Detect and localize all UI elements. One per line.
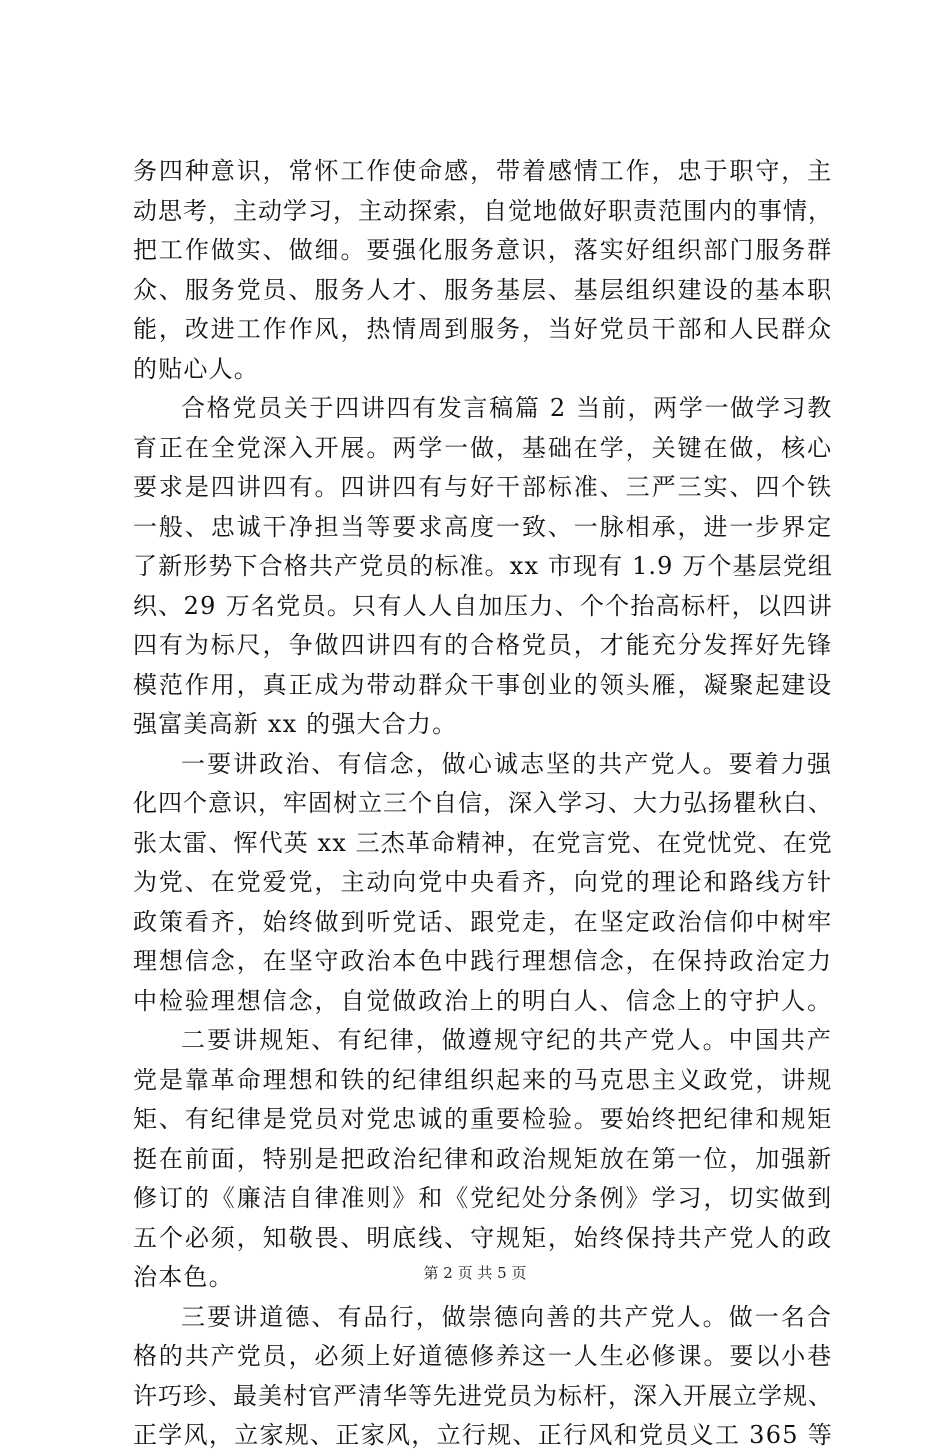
text-line: 治本色。 [133,1263,234,1291]
page-footer: 第 2 页 共 5 页 [423,1264,527,1282]
paragraph-first-line: 三要讲道德、有品行，做崇德向善的共产党人。做一名合 [181,1302,833,1331]
paragraph-first-line: 合格党员关于四讲四有发言稿篇 2 当前，两学一做学习教 [181,394,833,422]
text-line: 四有为标尺，争做四讲四有的合格党员，才能充分发挥好先锋 [133,631,834,659]
text-line: 把工作做实、做细。要强化服务意识，落实好组织部门服务群 [133,236,834,264]
text-line: 强富美高新 xx 的强大合力。 [133,710,458,738]
text-line: 张太雷、恽代英 xx 三杰革命精神，在党言党、在党忧党、在党 [133,828,833,857]
paragraph-first-line: 一要讲政治、有信念，做心诚志坚的共产党人。要着力强 [181,749,833,778]
text-line: 能，改进工作作风，热情周到服务，当好党员干部和人民群众 [133,315,834,343]
text-line: 众、服务党员、服务人才、服务基层、基层组织建设的基本职 [133,275,834,304]
text-line: 政策看齐，始终做到听党话、跟党走，在坚定政治信仰中树牢 [133,907,834,936]
text-line: 了新形势下合格共产党员的标准。xx 市现有 1.9 万个基层党组 [133,552,833,580]
text-line: 织、29 万名党员。只有人人自加压力、个个抬高标杆，以四讲 [133,591,833,620]
text-line: 理想信念，在坚守政治本色中践行理想信念，在保持政治定力 [133,947,834,975]
text-line: 要求是四讲四有。四讲四有与好干部标准、三严三实、四个铁 [133,473,834,501]
text-line: 许巧珍、最美村官严清华等先进党员为标杆，深入开展立学规、 [133,1381,833,1410]
paragraph-first-line: 二要讲规矩、有纪律，做遵规守纪的共产党人。中国共产 [181,1026,833,1054]
text-line: 育正在全党深入开展。两学一做，基础在学，关键在做，核心 [133,433,834,462]
text-line: 一般、忠诚干净担当等要求高度一致、一脉相承，进一步界定 [133,512,834,541]
text-line: 党是靠革命理想和铁的纪律组织起来的马克思主义政党，讲规 [133,1065,834,1094]
document-body [133,152,833,1456]
text-line: 务四种意识，常怀工作使命感，带着感情工作，忠于职守，主 [133,157,834,185]
text-line: 挺在前面，特别是把政治纪律和政治规矩放在第一位，加强新 [133,1144,834,1173]
text-line: 矩、有纪律是党员对党忠诚的重要检验。要始终把纪律和规矩 [133,1105,834,1133]
text-line: 格的共产党员，必须上好道德修养这一人生必修课。要以小巷 [133,1342,834,1370]
text-line: 的贴心人。 [133,354,259,383]
text-line: 中检验理想信念，自觉做政治上的明白人、信念上的守护人。 [133,986,834,1015]
text-line: 化四个意识，牢固树立三个自信，深入学习、大力弘扬瞿秋白、 [133,789,833,817]
text-line: 五个必须，知敬畏、明底线、守规矩，始终保持共产党人的政 [133,1223,834,1252]
text-line: 为党、在党爱党，主动向党中央看齐，向党的理论和路线方针 [133,868,834,896]
text-line: 动思考，主动学习，主动探索，自觉地做好职责范围内的事情， [133,196,833,225]
text-line: 正学风，立家规、正家风，立行规、正行风和党员义工 365 等 [133,1421,834,1449]
text-line: 修订的《廉洁自律准则》和《党纪处分条例》学习，切实做到 [133,1184,834,1212]
text-line: 模范作用，真正成为带动群众干事创业的领头雁，凝聚起建设 [133,670,834,699]
